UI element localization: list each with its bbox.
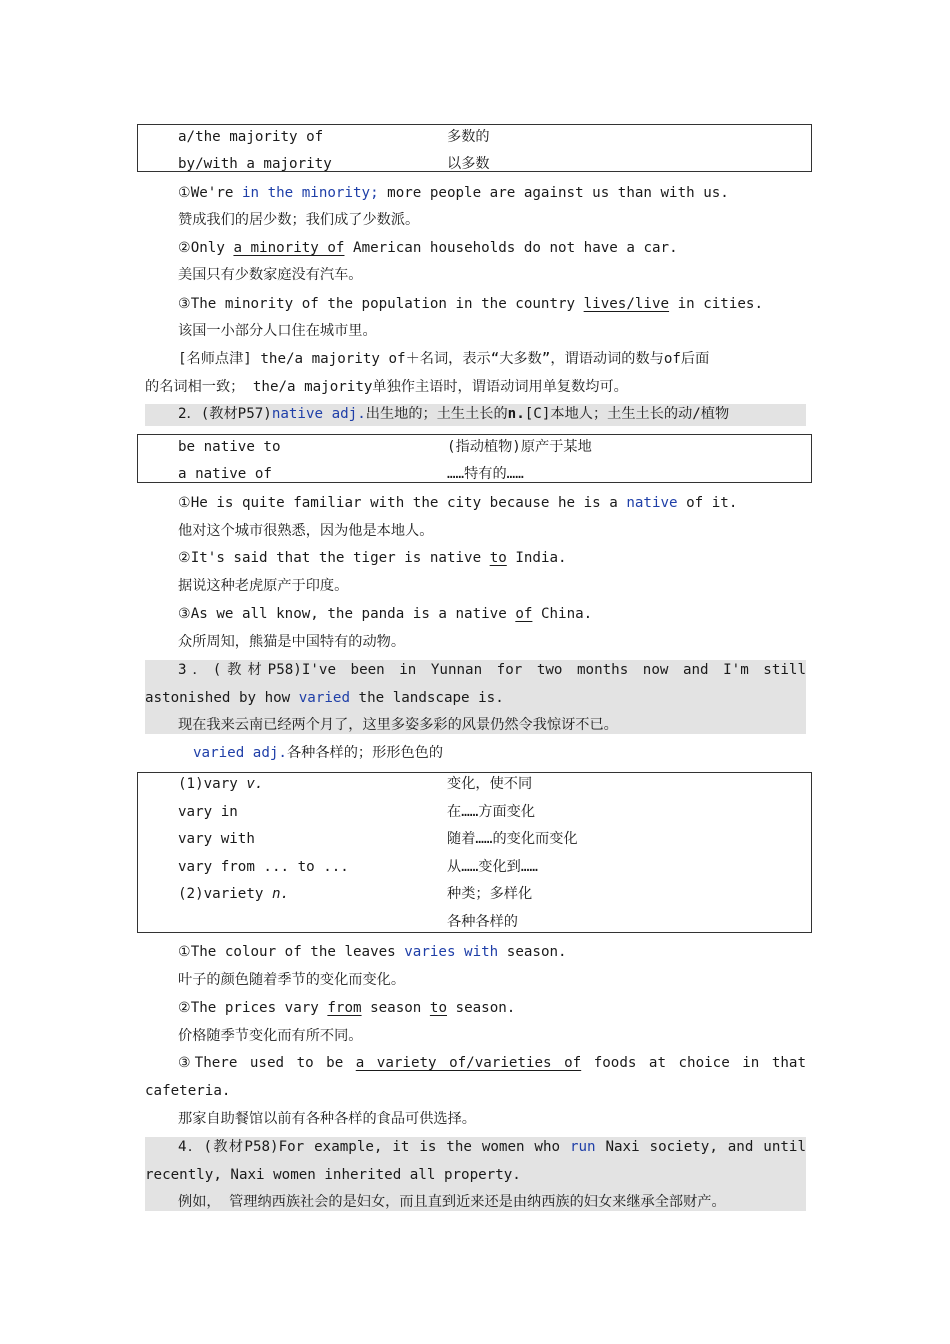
phrase-zh: 以多数 [447,156,490,172]
example-sentence [178,998,515,1020]
highlight-word: run [569,1139,596,1155]
example-translation: 那家自助餐馆以前有各种各样的食品可供选择。 [178,1111,476,1127]
text: (1)vary [178,776,247,792]
underlined-phrase: lives/live [583,296,670,312]
underlined-word: of [515,606,533,622]
phrase-zh: (指动植物)原产于某地 [447,439,592,455]
pos-label: n. [271,886,290,902]
phrase-table-majority [137,124,812,172]
example-translation: 美国只有少数家庭没有汽车。 [178,267,363,283]
example-translation: 叶子的颜色随着季节的变化而变化。 [178,972,406,988]
pos-label: n. [507,406,525,422]
highlight-word: native [626,495,678,511]
text: the landscape is. [350,690,504,706]
text: China. [532,606,593,622]
text: Naxi society, and until [595,1139,806,1155]
example-translation: 赞成我们的居少数；我们成了少数派。 [178,212,420,228]
phrase-en [178,773,263,795]
word-definition [193,743,443,765]
text: 出生地的；土生土长的 [365,406,508,422]
item-translation: 例如， 管理纳西族社会的是妇女，而且直到近来还是由纳西族的妇女来继承全部财产。 [178,1194,726,1210]
text: American households do not have a car. [344,240,678,256]
text: 4．(教材P58)For example, it is the women who [178,1139,570,1155]
example-sentence-cont: cafeteria. [145,1083,231,1099]
phrase-en: by/with a majority [178,156,332,172]
teacher-tip-cont: 的名词相一致； the/a majority单独作主语时，谓语动词用单复数均可。 [145,379,628,395]
text: ①We're [178,185,242,201]
text: ②It's said that the tiger is native [178,550,490,566]
highlight-word: native adj. [271,406,366,422]
example-sentence [178,493,737,515]
table-row [138,883,811,905]
example-translation: 价格随季节变化而有所不同。 [178,1028,363,1044]
text: ②Only [178,240,234,256]
phrase-en: vary in [178,804,238,820]
phrase-zh: 从……变化到…… [447,859,538,875]
underlined-word: to [429,1000,447,1016]
phrase-en [178,883,289,905]
phrase-zh: 变化，使不同 [447,776,533,792]
item-heading-varied-cont [145,688,504,710]
text: season [361,1000,430,1016]
text: (2)variety [178,886,272,902]
text: astonished by how [145,690,299,706]
phrase-zh: 多数的 [447,129,490,145]
underlined-word: to [489,550,507,566]
example-sentence [178,1053,806,1075]
table-row [138,856,811,878]
pos-label: v. [246,776,264,792]
text: 2．(教材P57) [178,406,272,422]
table-row [138,801,811,823]
example-sentence [178,294,763,316]
example-sentence [178,604,592,626]
item-heading-varied: 3．(教材P58)I've been in Yunnan for two months now and I'm still [178,662,806,678]
item-translation: 现在我来云南已经两个月了，这里多姿多彩的风景仍然令我惊讶不已。 [178,717,618,733]
example-translation: 该国一小部分人口住在城市里。 [178,323,377,339]
example-sentence [178,183,729,205]
phrase-table-native [137,434,812,483]
text: more people are against us than with us. [378,185,729,201]
highlight-word: varied [298,690,350,706]
text: India. [506,550,567,566]
text: ③There used to be [178,1055,356,1071]
text: season. [498,944,567,960]
highlight-phrase: in the minority; [241,185,379,201]
phrase-zh: ……特有的…… [447,466,524,482]
phrase-en: a native of [178,466,272,482]
text: in cities. [669,296,764,312]
item-heading-run [178,1137,806,1159]
underlined-phrase: a minority of [233,240,345,256]
phrase-table-vary [137,772,812,933]
table-row [138,828,811,850]
underlined-word: from [327,1000,362,1016]
phrase-zh: 种类；多样化 [447,886,533,902]
text: ①The colour of the leaves [178,944,405,960]
item-heading-run-cont: recently, Naxi women inherited all property. [145,1167,521,1183]
example-sentence [178,942,567,964]
text: ①He is quite familiar with the city because he is a [178,495,627,511]
phrase-en: a/the majority of [178,129,324,145]
text: of it. [677,495,738,511]
example-sentence [178,238,678,260]
teacher-tip: [名师点津] the/a majority of＋名词，表示“大多数”，谓语动词的数与of后面 [178,351,710,367]
phrase-en: be native to [178,439,281,455]
item-heading-native [145,404,806,426]
table-row [138,126,811,148]
table-row [138,436,811,458]
text: 各种各样的；形形色色的 [286,745,444,761]
highlight-phrase: varies with [404,944,499,960]
table-row [138,463,811,485]
highlight-word: varied adj. [193,745,287,761]
table-row [138,911,811,933]
example-translation: 众所周知，熊猫是中国特有的动物。 [178,634,406,650]
text: ③As we all know, the panda is a native [178,606,516,622]
table-row [138,773,811,795]
phrase-zh: 随着……的变化而变化 [447,831,578,847]
phrase-en: vary from ... to ... [178,859,349,875]
text: ②The prices vary [178,1000,328,1016]
example-translation: 据说这种老虎原产于印度。 [178,578,349,594]
text: ③The minority of the population in the country [178,296,584,312]
text: foods at choice in that [581,1055,806,1071]
phrase-zh: 各种各样的 [447,914,518,930]
table-row [138,153,811,175]
text: [C]本地人；土生土长的动/植物 [524,406,730,422]
example-sentence [178,548,567,570]
text: season. [447,1000,516,1016]
example-translation: 他对这个城市很熟悉，因为他是本地人。 [178,523,434,539]
phrase-en: vary with [178,831,255,847]
phrase-zh: 在……方面变化 [447,804,536,820]
underlined-phrase: a variety of/varieties of [355,1055,582,1071]
